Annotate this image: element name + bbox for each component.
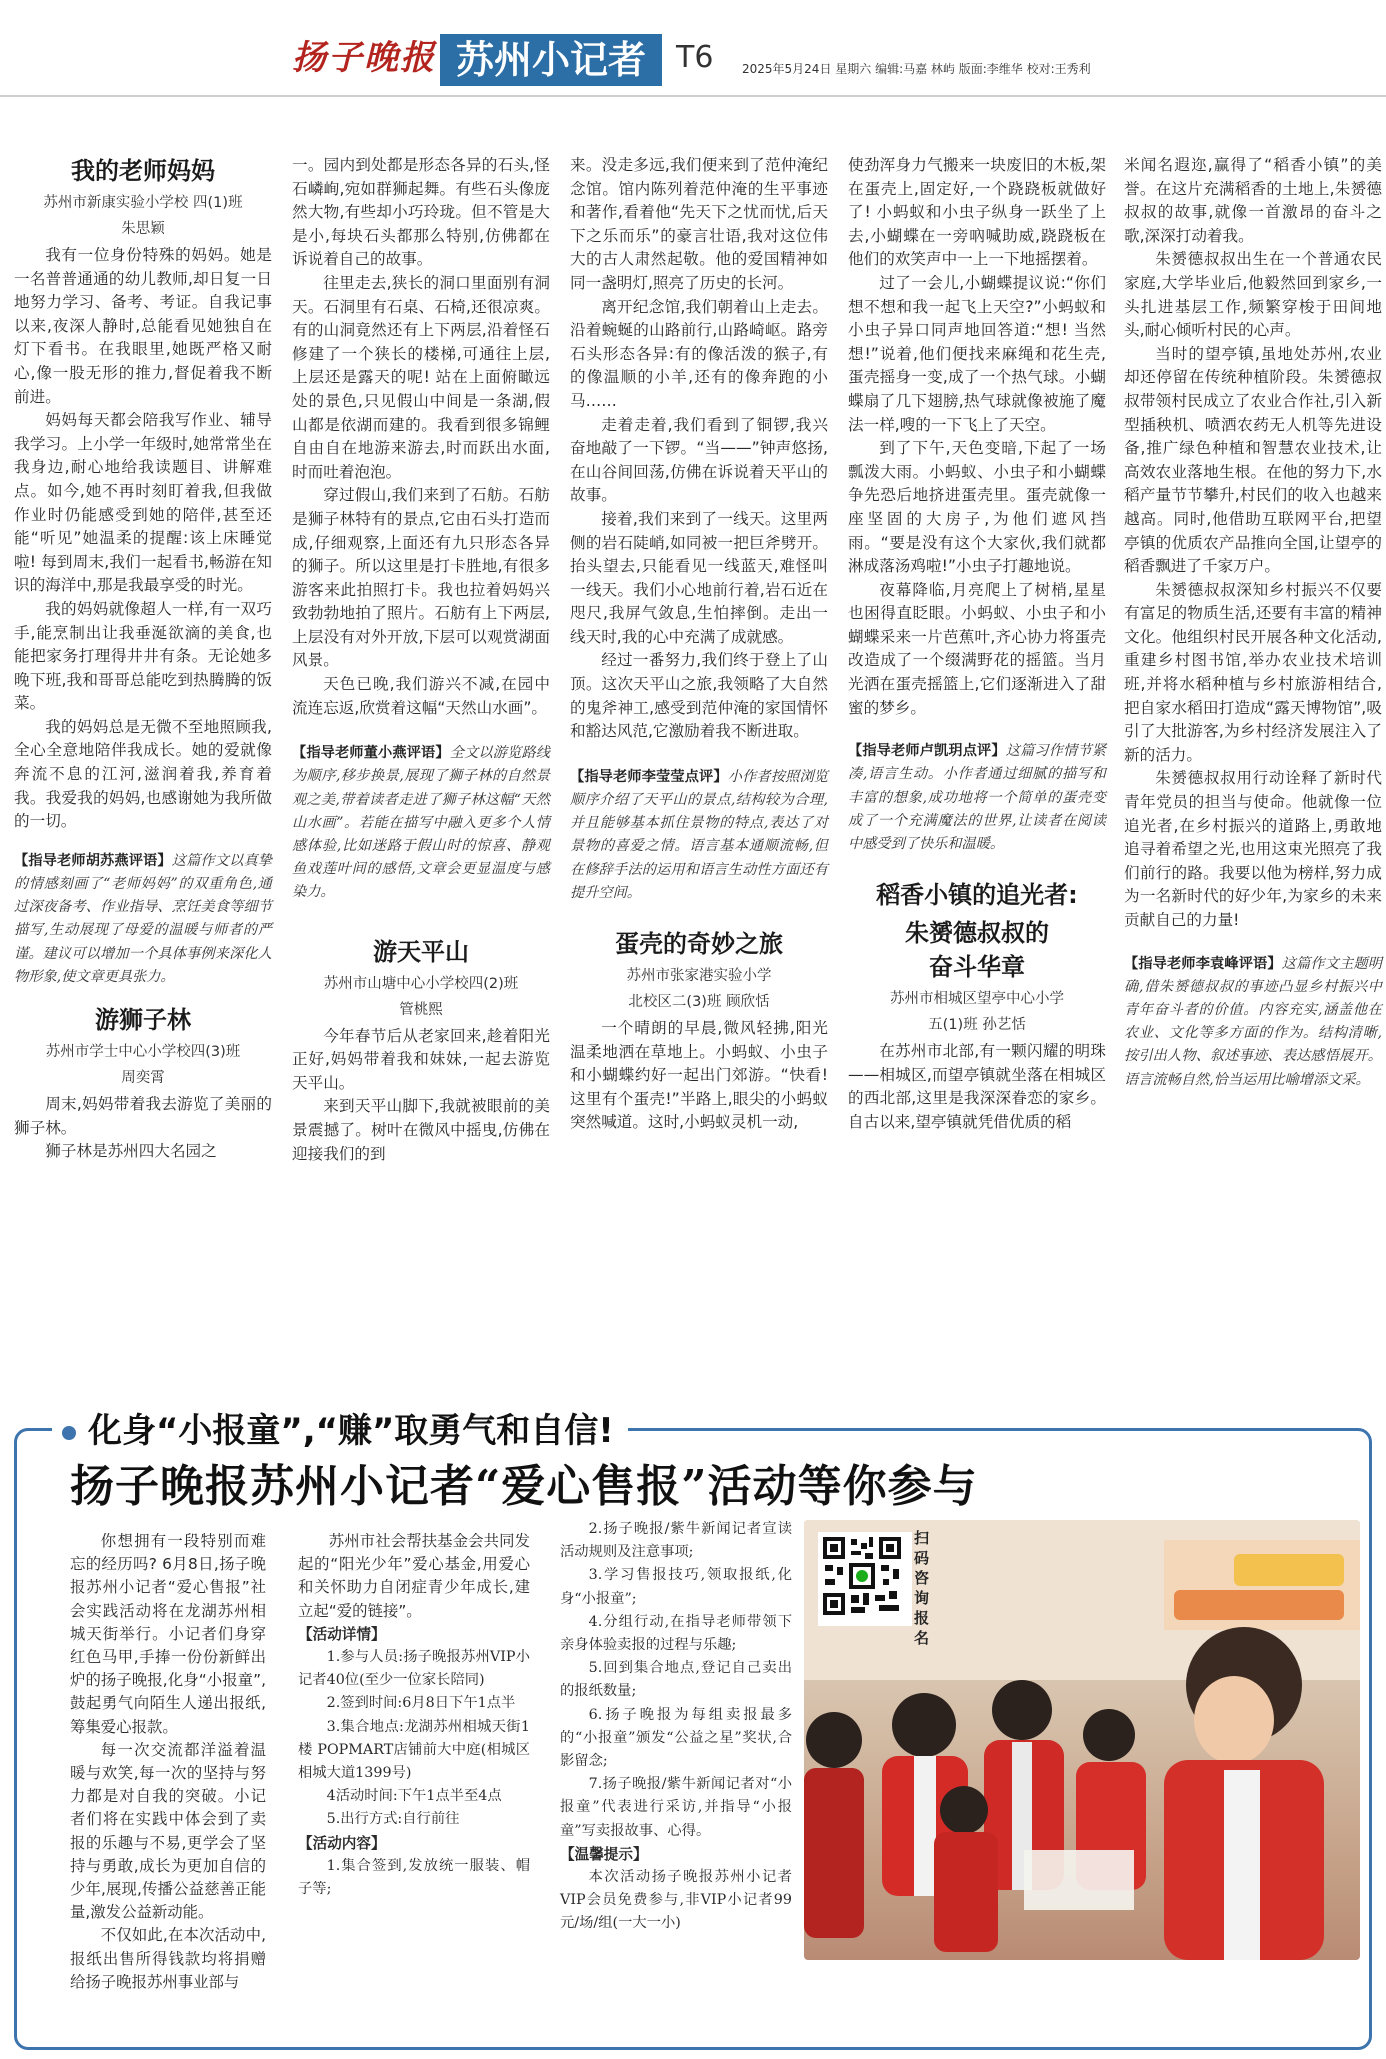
- content-item: 6.扬子晚报为每组卖报最多的“小报童”颁发“公益之星”奖状,合影留念;: [560, 1706, 792, 1770]
- masthead-rule: [0, 95, 1386, 97]
- comment-head: 【指导老师李莹莹点评】: [570, 768, 728, 785]
- details-heading: 【活动详情】: [298, 1625, 386, 1643]
- comment-text: 小作者按照浏览顺序介绍了天平山的景点,结构较为合理,并且能够基本抓住景物的特点,表达了对景物的喜爱之情。语言基本通顺流畅,但在修辞手法的运用和语言生动性方面还有提升空间。: [570, 768, 828, 901]
- teacher-comment: [292, 742, 550, 904]
- teacher-comment: [1124, 953, 1382, 1092]
- paragraph: 朱赟德叔叔用行动诠释了新时代青年党员的担当与使命。他就像一位追光者,在乡村振兴的道路上,勇敢地追寻着希望之光,也用这束光照亮了我们前行的路。我要以他为榜样,努力成为一名新时代的好少年,为家乡的未来贡献自己的力量!: [1124, 769, 1382, 929]
- content-item: 4.分组行动,在指导老师带领下亲身体验卖报的过程与乐趣;: [560, 1613, 792, 1654]
- article-school: 苏州市学士中心小学校四(3)班: [45, 1044, 241, 1061]
- article-school: 苏州市相城区望亭中心小学: [890, 991, 1064, 1008]
- article-title: 奋斗华章: [929, 953, 1025, 982]
- newspaper-logo: 扬子晚报: [292, 38, 436, 78]
- article-author: 北校区二(3)班 顾欣恬: [628, 994, 770, 1011]
- content-item: 2.扬子晚报/紫牛新闻记者宣读活动规则及注意事项;: [560, 1521, 792, 1561]
- teacher-comment: [570, 766, 828, 905]
- article-title: 稻香小镇的追光者:: [876, 881, 1078, 910]
- paragraph: 夜幕降临,月亮爬上了树梢,星星也困得直眨眼。小蚂蚁、小虫子和小蝴蝶采来一片芭蕉叶,齐心协力将蛋壳改造成了一个缀满野花的摇篮。当月光洒在蛋壳摇篮上,它们逐渐进入了甜蜜的梦乡。: [848, 580, 1106, 717]
- content-item: 1.集合签到,发放统一服装、帽子等;: [298, 1857, 530, 1898]
- paragraph: 天色已晚,我们游兴不减,在园中流连忘返,欣赏着这幅“天然山水画”。: [292, 675, 550, 717]
- paragraph: 苏州市社会帮扶基金会共同发起的“阳光少年”爱心基金,用爱心和关怀助力自闭症青少年成长,建立起“爱的链接”。: [298, 1532, 530, 1620]
- promo-subtitle: [52, 1411, 628, 1451]
- paragraph: 今年春节后从老家回来,趁着阳光正好,妈妈带着我和妹妹,一起去游览天平山。: [292, 1026, 550, 1092]
- page-info: 2025年5月24日 星期六 编辑:马嘉 林屿 版面:李维华 校对:王秀利: [742, 62, 1091, 76]
- article-author: 周奕霄: [121, 1070, 165, 1087]
- column-4: [848, 154, 1106, 1135]
- column-1: [14, 148, 272, 1164]
- paragraph: 米闻名遐迩,赢得了“稻香小镇”的美誉。在这片充满稻香的土地上,朱赟德叔叔的故事,就像一首激昂的奋斗之歌,深深打动着我。: [1124, 156, 1382, 245]
- article-author: 管桃熙: [399, 1001, 443, 1018]
- detail-item: 2.签到时间:6月8日下午1点半: [326, 1695, 516, 1712]
- promo-column-1: [70, 1530, 266, 1994]
- paragraph: 周末,妈妈带着我去游览了美丽的狮子林。: [14, 1095, 272, 1137]
- paragraph: 每一次交流都洋溢着温暖与欢笑,每一次的坚持与努力都是对自我的突破。小记者们将在实践中体会到了卖报的乐趣与不易,更学会了坚持与勇敢,成长为更加自信的少年,展现,传播公益慈善正能量,激发公益新动能。: [70, 1740, 266, 1922]
- masthead: [0, 0, 1386, 96]
- comment-text: 这篇作文以真挚的情感刻画了“老师妈妈”的双重角色,通过深夜备考、作业指导、烹饪美食等细节描写,生动展现了母爱的温暖与师者的严谨。建议可以增加一个具体事例来深化人物形象,使文章更具张力。: [14, 852, 272, 985]
- paragraph: 走着走着,我们看到了铜锣,我兴奋地敲了一下锣。“当——”钟声悠扬,在山谷间回荡,仿佛在诉说着天平山的故事。: [570, 415, 828, 505]
- qr-code-icon: [821, 1535, 903, 1617]
- paragraph: 不仅如此,在本次活动中,报纸出售所得钱款均将捐赠给扬子晚报苏州事业部与: [70, 1926, 266, 1991]
- paragraph: 狮子林是苏州四大名园之: [45, 1142, 217, 1161]
- content-item: 7.扬子晚报/紫牛新闻记者对“小报童”代表进行采访,并指导“小报童”写卖报故事、心得。: [560, 1776, 792, 1839]
- tips-heading: 【温馨提示】: [560, 1845, 648, 1863]
- tips-text: 本次活动扬子晚报苏州小记者VIP会员免费参与,非VIP小记者99元/场/组(一大一小): [560, 1869, 792, 1932]
- paragraph: 使劲浑身力气搬来一块废旧的木板,架在蛋壳上,固定好,一个跷跷板就做好了! 小蚂蚁和小虫子纵身一跃坐了上去,小蝴蝶在一旁吶喊助威,跷跷板在他们的欢笑声中一上一下地摇摆着。: [848, 156, 1106, 269]
- page-number: T6: [676, 40, 714, 75]
- comment-head: 【指导老师董小燕评语】: [292, 745, 450, 762]
- promo-column-2: [298, 1530, 530, 1901]
- article-author: 朱思颖: [121, 221, 165, 237]
- paragraph: 妈妈每天都会陪我写作业、辅导我学习。上小学一年级时,她常常坐在我身边,耐心地给我读题目、讲解难点。如今,她不再时刻盯着我,但我做作业时仍能感受到她的陪伴,甚至还能“听见”她温柔的提醒:该上床睡觉啦! 每到周末,我们一起看书,畅游在知识的海洋中,那是我最享受的时光。: [14, 411, 272, 595]
- content-item: 3.学习售报技巧,领取报纸,化身“小报童”;: [560, 1567, 792, 1607]
- article-author: 五(1)班 孙艺恬: [928, 1017, 1026, 1034]
- teacher-comment: [14, 850, 272, 989]
- paragraph: 到了下午,天色变暗,下起了一场瓢泼大雨。小蚂蚁、小虫子和小蝴蝶争先恐后地挤进蛋壳里。蛋壳就像一座坚固的大房子,为他们遮风挡雨。“要是没有这个大家伙,我们就都淋成落汤鸡啦!”小虫子打趣地说。: [848, 439, 1106, 576]
- paragraph: 一。园内到处都是形态各异的石头,怪石嶙峋,宛如群狮起舞。有些石头像庞然大物,有些却小巧玲珑。但不管是大是小,每块石头都那么特别,仿佛都在诉说着自己的故事。: [292, 156, 550, 269]
- paragraph: 一个晴朗的早晨,微风轻拂,阳光温柔地洒在草地上。小蚂蚁、小虫子和小蝴蝶约好一起出门郊游。“快看! 这里有个蛋壳!”半路上,眼尖的小蚂蚁突然喊道。这时,小蚂蚁灵机一动,: [570, 1019, 828, 1132]
- qr-code[interactable]: [818, 1532, 912, 1626]
- paragraph: 朱赟德叔叔出生在一个普通农民家庭,大学毕业后,他毅然回到家乡,一头扎进基层工作,频繁穿梭于田间地头,耐心倾听村民的心声。: [1124, 250, 1382, 340]
- qr-label: 扫码咨询报名: [914, 1529, 930, 1647]
- article-title: 游天平山: [373, 937, 469, 966]
- comment-head: 【指导老师李袁峰评语】: [1124, 955, 1282, 972]
- paragraph: 往里走去,狭长的洞口里面别有洞天。石洞里有石桌、石椅,还很凉爽。有的山洞竟然还有上下两层,沿着怪石修建了一个狭长的楼梯,可通往上层,上层还是露天的呢! 站在上面俯瞰远处的景色,只见假山中间是一条湖,假山都是依湖而建的。我看到很多锦鲤自由自在地游来游去,时而跃出水面,时而吐着泡泡。: [292, 273, 550, 481]
- content-item: 5.回到集合地点,登记自己卖出的报纸数量;: [560, 1660, 792, 1700]
- article-school: 苏州市新康实验小学校 四(1)班: [43, 195, 243, 211]
- promo-headline: 扬子晚报苏州小记者“爱心售报”活动等你参与: [70, 1461, 978, 1512]
- comment-text: 全文以游览路线为顺序,移步换景,展现了狮子林的自然景观之美,带着读者走进了狮子林这幅“天然山水画”。若能在描写中融入更多个人情感体验,比如迷路于假山时的惊喜、静观鱼戏莲叶间的感悟,文章会更显温度与感染力。: [292, 745, 550, 901]
- detail-item: 3.集合地点:龙湖苏州相城天街1楼 POPMART店铺前大中庭(相城区相城大道1399号): [298, 1718, 530, 1782]
- paragraph: 在苏州市北部,有一颗闪耀的明珠——相城区,而望亭镇就坐落在相城区的西北部,这里是我深深眷恋的家乡。自古以来,望亭镇就凭借优质的稻: [848, 1042, 1106, 1132]
- paragraph: 经过一番努力,我们终于登上了山顶。这次天平山之旅,我领略了大自然的鬼斧神工,感受到范仲淹的家国情怀和豁达风范,它激励着我不断进取。: [570, 651, 828, 741]
- bullet-dot-icon: [62, 1426, 76, 1440]
- column-3: [570, 154, 828, 1135]
- article-title: 我的老师妈妈: [71, 157, 215, 185]
- article-title: 蛋壳的奇妙之旅: [615, 930, 783, 959]
- detail-item: 5.出行方式:自行前往: [326, 1811, 460, 1828]
- paragraph: 我有一位身份特殊的妈妈。她是一名普普通通的幼儿教师,却日复一日地努力学习、备考、考证。自我记事以来,夜深人静时,总能看见她独自在灯下看书。在我眼里,她既严格又耐心,像一股无形的推力,督促着我不断前进。: [14, 246, 272, 406]
- comment-head: 【指导老师胡苏燕评语】: [14, 852, 172, 869]
- paragraph: 接着,我们来到了一线天。这里两侧的岩石陡峭,如同被一把巨斧劈开。抬头望去,只能看见一线蓝天,难怪叫一线天。我们小心地前行着,岩石近在咫尺,我屏气敛息,生怕摔倒。走出一线天时,我的心中充满了成就感。: [570, 509, 828, 646]
- article-title: 游狮子林: [95, 1006, 191, 1035]
- comment-text: 这篇习作情节紧凑,语言生动。小作者通过细腻的描写和丰富的想象,成功地将一个简单的蛋壳变成了一个充满魔法的世界,让读者在阅读中感受到了快乐和温暖。: [848, 743, 1106, 853]
- paragraph: 当时的望亭镇,虽地处苏州,农业却还停留在传统种植阶段。朱赟德叔叔带领村民成立了农业合作社,引入新型插秧机、喷洒农药无人机等先进设备,推广绿色种植和智慧农业技术,让高效农业落地生根。在他的努力下,水稻产量节节攀升,村民们的收入也越来越高。同时,他借助互联网平台,把望亭镇的优质农产品推向全国,让望亭的稻香飘进了千家万户。: [1124, 344, 1382, 576]
- detail-item: 1.参与人员:扬子晚报苏州VIP小记者40位(至少一位家长陪同): [298, 1649, 530, 1689]
- column-5: [1124, 154, 1382, 1092]
- promo-subtitle-text: 化身“小报童”,“赚”取勇气和自信!: [88, 1411, 614, 1451]
- paragraph: 我的妈妈就像超人一样,有一双巧手,能烹制出让我垂涎欲滴的美食,也能把家务打理得井井有条。无论她多晚下班,我和哥哥总能吃到热腾腾的饭菜。: [14, 599, 272, 713]
- section-title: 苏州小记者: [440, 34, 662, 86]
- teacher-comment: [848, 740, 1106, 856]
- article-school: 苏州市张家港实验小学: [626, 968, 772, 985]
- comment-head: 【指导老师卢凯玥点评】: [848, 743, 1006, 760]
- paragraph: 穿过假山,我们来到了石舫。石舫是狮子林特有的景点,它由石头打造而成,仔细观察,上面还有九只形态各异的狮子。所以这里是打卡胜地,有很多游客来此拍照打卡。我也拉着妈妈兴致勃勃地拍了照片。石舫有上下两层,上层没有对外开放,下层可以观赏湖面风景。: [292, 486, 550, 670]
- promo-column-3: [560, 1518, 792, 1936]
- article-title: 朱赟德叔叔的: [905, 919, 1049, 948]
- content-heading: 【活动内容】: [298, 1834, 386, 1852]
- paragraph: 我的妈妈总是无微不至地照顾我,全心全意地陪伴我成长。她的爱就像奔流不息的江河,滋润着我,养育着我。我爱我的妈妈,也感谢她为我所做的一切。: [14, 717, 272, 831]
- detail-item: 4活动时间:下午1点半至4点: [326, 1788, 502, 1805]
- paragraph: 来到天平山脚下,我就被眼前的美景震撼了。树叶在微风中摇曳,仿佛在迎接我们的到: [292, 1097, 550, 1163]
- paragraph: 离开纪念馆,我们朝着山上走去。沿着蜿蜒的山路前行,山路崎岖。路旁石头形态各异:有的像活泼的猴子,有的像温顺的小羊,还有的像奔跑的小马……: [570, 297, 828, 410]
- paragraph: 过了一会儿,小蝴蝶提议说:“你们想不想和我一起飞上天空?”小蚂蚁和小虫子异口同声地回答道:“想! 当然想!”说着,他们便找来麻绳和花生壳,蛋壳摇身一变,成了一个热气球。小蝴蝶扇了几下翅膀,热气球就像被施了魔法一样,嗖的一下飞上了天空。: [848, 273, 1106, 434]
- comment-text: 这篇作文主题明确,借朱赟德叔叔的事迹凸显乡村振兴中青年奋斗者的价值。内容充实,涵盖他在农业、文化等多方面的作为。结构清晰,按引出人物、叙述事迹、表达感悟展开。语言流畅自然,恰当运用比喻增添文采。: [1124, 955, 1382, 1088]
- paragraph: 朱赟德叔叔深知乡村振兴不仅要有富足的物质生活,还要有丰富的精神文化。他组织村民开展各种文化活动,重建乡村图书馆,举办农业技术培训班,并将水稻种植与乡村旅游相结合,把自家水稻田打造成“露天博物馆”,吸引了大批游客,为乡村经济发展注入了新的活力。: [1124, 580, 1382, 764]
- paragraph: 来。没走多远,我们便来到了范仲淹纪念馆。馆内陈列着范仲淹的生平事迹和著作,看着他“先天下之忧而忧,后天下之乐而乐”的豪言壮语,我对这位伟大的古人肃然起敬。他的爱国精神如同一盏明灯,照亮了历史的长河。: [570, 156, 828, 292]
- article-school: 苏州市山塘中心小学校四(2)班: [323, 975, 519, 992]
- paragraph: 你想拥有一段特别而难忘的经历吗? 6月8日,扬子晚报苏州小记者“爱心售报”社会实践活动将在龙湖苏州相城天街举行。小记者们身穿红色马甲,手捧一份份新鲜出炉的扬子晚报,化身“小报童”,鼓起勇气向陌生人递出报纸,筹集爱心报款。: [70, 1532, 266, 1736]
- column-2: [292, 154, 550, 1166]
